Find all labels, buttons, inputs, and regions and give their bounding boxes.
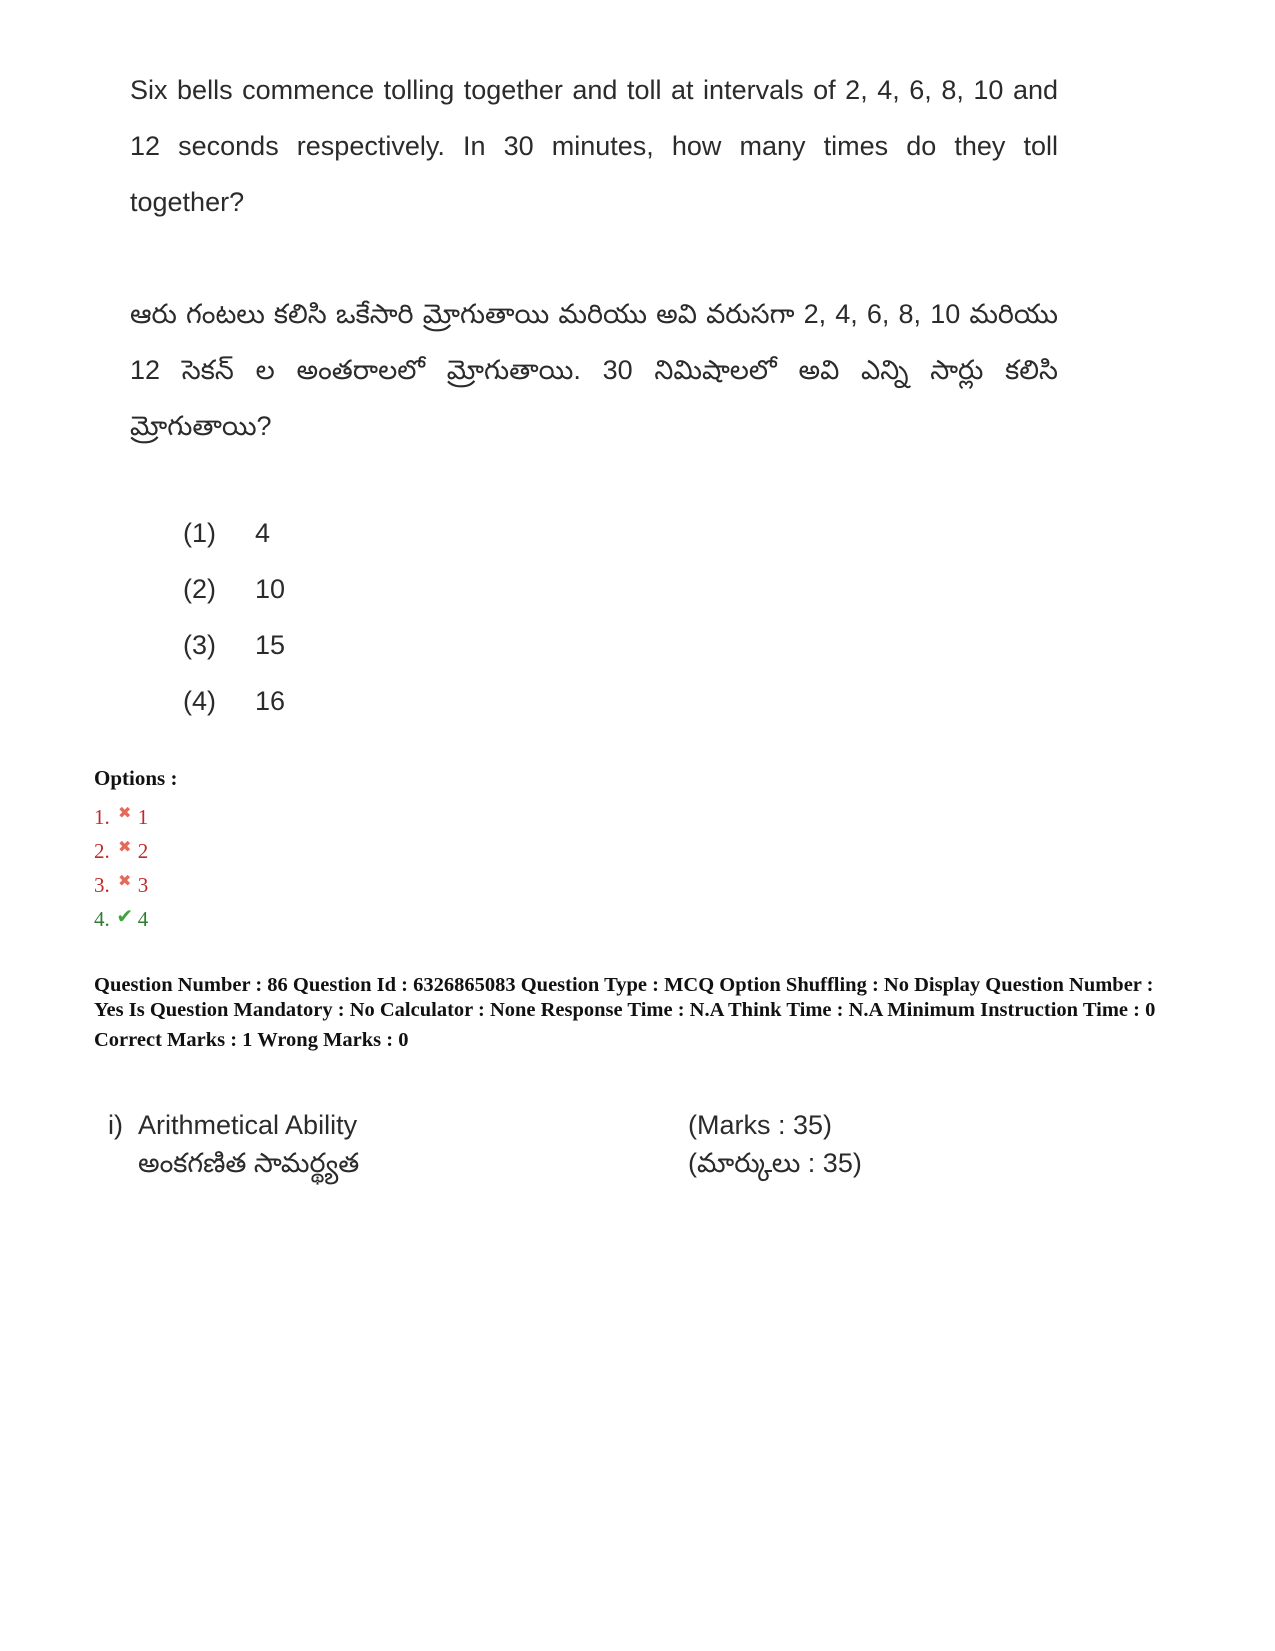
choice-number: (2)	[183, 574, 216, 604]
section-marks-telugu: (మార్కులు : 35)	[688, 1148, 862, 1178]
section-title-telugu: అంకగణిత సామర్థ్యత	[138, 1148, 360, 1178]
choice-value: 4	[255, 518, 271, 548]
choice-number: (4)	[183, 686, 216, 716]
option-value: 1	[137, 804, 149, 829]
choice-number: (3)	[183, 630, 216, 660]
question-text-telugu: ఆరు గంటలు కలిసి ఒకేసారి మ్రోగుతాయి మరియు అవి వరుసగా 2, 4, 6, 8, 10 మరియు 12 సెకన్ ల అంతరాలలో మ్రోగుతాయి. 30 నిమిషాలలో అవి ఎన్ని సార్లు కలిసి మ్రోగుతాయి?	[130, 299, 1058, 441]
answer-choice	[183, 686, 285, 742]
options-list	[94, 766, 177, 936]
answer-choice	[183, 518, 285, 574]
question-block	[130, 62, 1058, 441]
check-icon: ✔	[116, 904, 134, 928]
option-index: 4.	[94, 906, 110, 931]
option-value: 4	[137, 906, 149, 931]
answer-choice	[183, 574, 285, 630]
cross-icon: ✖	[118, 802, 132, 822]
section-marks-english: (Marks : 35)	[688, 1110, 833, 1140]
option-index: 2.	[94, 838, 110, 863]
section-header	[108, 1110, 908, 1186]
option-index: 1.	[94, 804, 110, 829]
option-item	[94, 868, 177, 902]
option-item	[94, 800, 177, 834]
choice-value: 10	[255, 574, 286, 604]
answer-choices	[183, 518, 285, 742]
section-index: i)	[108, 1110, 123, 1140]
section-row-telugu	[108, 1148, 908, 1186]
option-value: 3	[137, 872, 149, 897]
option-item	[94, 834, 177, 868]
option-index: 3.	[94, 872, 110, 897]
cross-icon: ✖	[118, 836, 132, 856]
question-text-english: Six bells commence tolling together and toll at intervals of 2, 4, 6, 8, 10 and 12 seconds respectively. In 30 minutes, how many times do they toll together?	[130, 75, 1058, 217]
question-details: Question Number : 86 Question Id : 6326865083 Question Type : MCQ Option Shuffling : No Display Question Number : Yes Is Question Mandatory : No Calculator : None Response Time : N.A Think Time : N.A Minimum Instruction Time : 0	[94, 974, 1156, 1021]
choice-value: 15	[255, 630, 286, 660]
option-value: 2	[137, 838, 149, 863]
section-row-english	[108, 1110, 908, 1148]
option-item	[94, 902, 177, 936]
cross-icon: ✖	[118, 870, 132, 890]
marks-details: Correct Marks : 1 Wrong Marks : 0	[94, 1029, 409, 1051]
choice-number: (1)	[183, 518, 216, 548]
question-metadata	[94, 973, 1174, 1053]
choice-value: 16	[255, 686, 286, 716]
options-label: Options :	[94, 766, 178, 790]
answer-choice	[183, 630, 285, 686]
section-title-english: Arithmetical Ability	[138, 1110, 358, 1140]
